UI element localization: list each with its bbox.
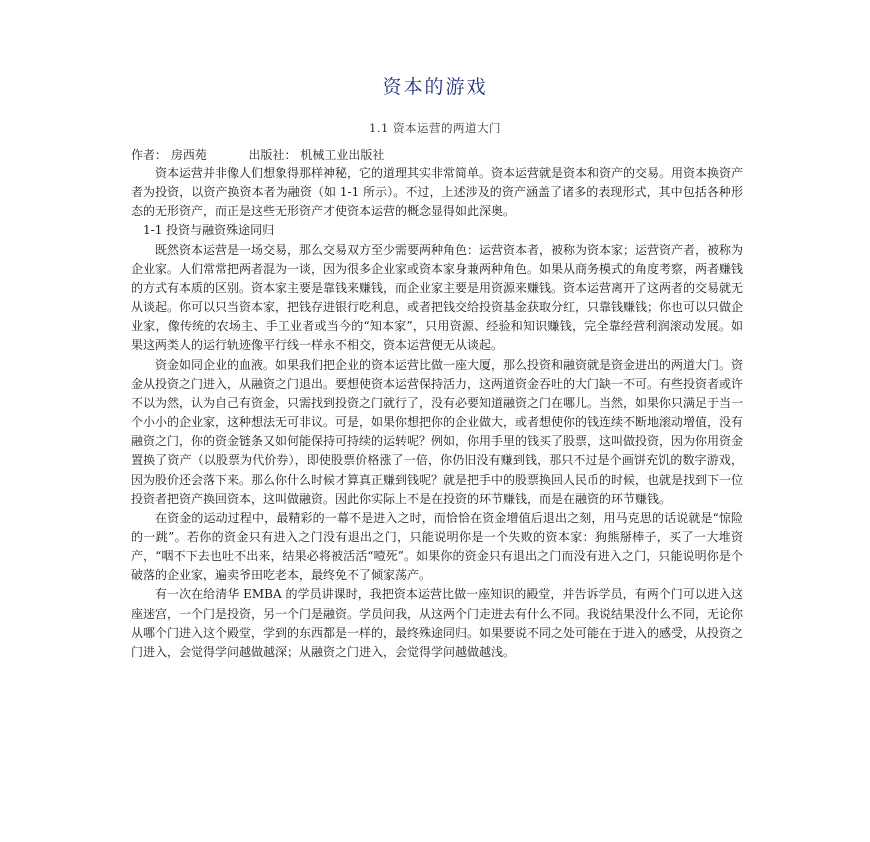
book-meta (131, 146, 384, 163)
author-label: 作者： (131, 148, 168, 162)
publisher-name: 机械工业出版社 (300, 148, 385, 162)
article-body (131, 164, 743, 662)
paragraph: 在资金的运动过程中，最精彩的一幕不是进入之时，而恰恰在资金增值后退出之刻，用马克思的话说就是“惊险的一跳”。若你的资金只有进入之门没有退出之门，只能说明你是一个失败的资本家：狗熊掰棒子，买了一大堆资产，“咽不下去也吐不出来，结果必将被活活“噎死”。如果你的资金只有退出之门而没有进入之门，只能说明你是个破落的企业家，遍卖爷田吃老本，最终免不了倾家荡产。 (131, 510, 743, 583)
document-title: 资本的游戏 (382, 76, 488, 98)
section-subtitle: 1.1 资本运营的两道大门 (369, 121, 501, 135)
paragraph: 资金如同企业的血液。如果我们把企业的资本运营比做一座大厦，那么投资和融资就是资金进出的两道大门。资金从投资之门进入，从融资之门退出。要想使资本运营保持活力，这两道资金吞吐的大门缺一不可。有些投资者或许不以为然，认为自己有资金，只需找到投资之门就行了，没有必要知道融资之门在哪儿。当然，如果你只满足于当一个小小的企业家，这种想法无可非议。可是，如果你想把你的企业做大，或者想使你的钱连续不断地滚动增值，没有融资之门，你的资金链条又如何能保持可持续的运转呢？例如，你用手里的钱买了股票，这叫做投资，因为你用资金置换了资产（以股票为代价券），即使股票价格涨了一倍，你仍旧没有赚到钱，那只不过是个画饼充饥的数字游戏，因为股价还会落下来。那么你什么时候才算真正赚到钱呢？就是把手中的股票换回人民币的时候，也就是找到下一位投资者把资产换回资本，这叫做融资。因此你实际上不是在投资的环节赚钱，而是在融资的环节赚钱。 (131, 357, 744, 506)
paragraph: 有一次在给清华 EMBA 的学员讲课时，我把资本运营比做一座知识的殿堂，并告诉学员，有两个门可以进入这座迷宫，一个门是投资，另一个门是融资。学员问我，从这两个门走进去有什么不同。我说结果没什么不同，无论你从哪个门进入这个殿堂，学到的东西都是一样的，最终殊途同归。如果要说不同之处可能在于进入的感受，从投资之门进入，会觉得学问越做越深；从融资之门进入，会觉得学问越做越浅。 (131, 587, 744, 659)
figure-caption: 1-1 投资与融资殊途同归 (143, 223, 275, 238)
publisher-label: 出版社： (248, 148, 297, 162)
author-name: 房西苑 (170, 148, 207, 162)
paragraph-intro: 资本运营并非像人们想象得那样神秘，它的道理其实非常简单。资本运营就是资本和资产的交易。用资本换资产者为投资，以资产换资本者为融资（如 1-1 所示）。不过，上述涉及的资产涵盖了诸多的表现形式，其中包括各种形态的无形资产，而正是这些无形资产才使资本运营的概念显得如此深奥。 (131, 166, 744, 219)
paragraph: 既然资本运营是一场交易，那么交易双方至少需要两种角色：运营资本者，被称为资本家；运营资产者，被称为企业家。人们常常把两者混为一谈，因为很多企业家或资本家身兼两种角色。如果从商务模式的角度考察，两者赚钱的方式有本质的区别。资本家主要是靠钱来赚钱，而企业家主要是用资源来赚钱。资本运营离开了这两者的交易就无从谈起。你可以只当资本家，把钱存进银行吃利息，或者把钱交给投资基金获取分红，只靠钱赚钱；你也可以只做企业家，像传统的农场主、手工业者或当今的“知本家”，只用资源、经验和知识赚钱，完全靠经营利润滚动发展。如果这两类人的运行轨迹像平行线一样永不相交，资本运营便无从谈起。 (131, 242, 744, 353)
